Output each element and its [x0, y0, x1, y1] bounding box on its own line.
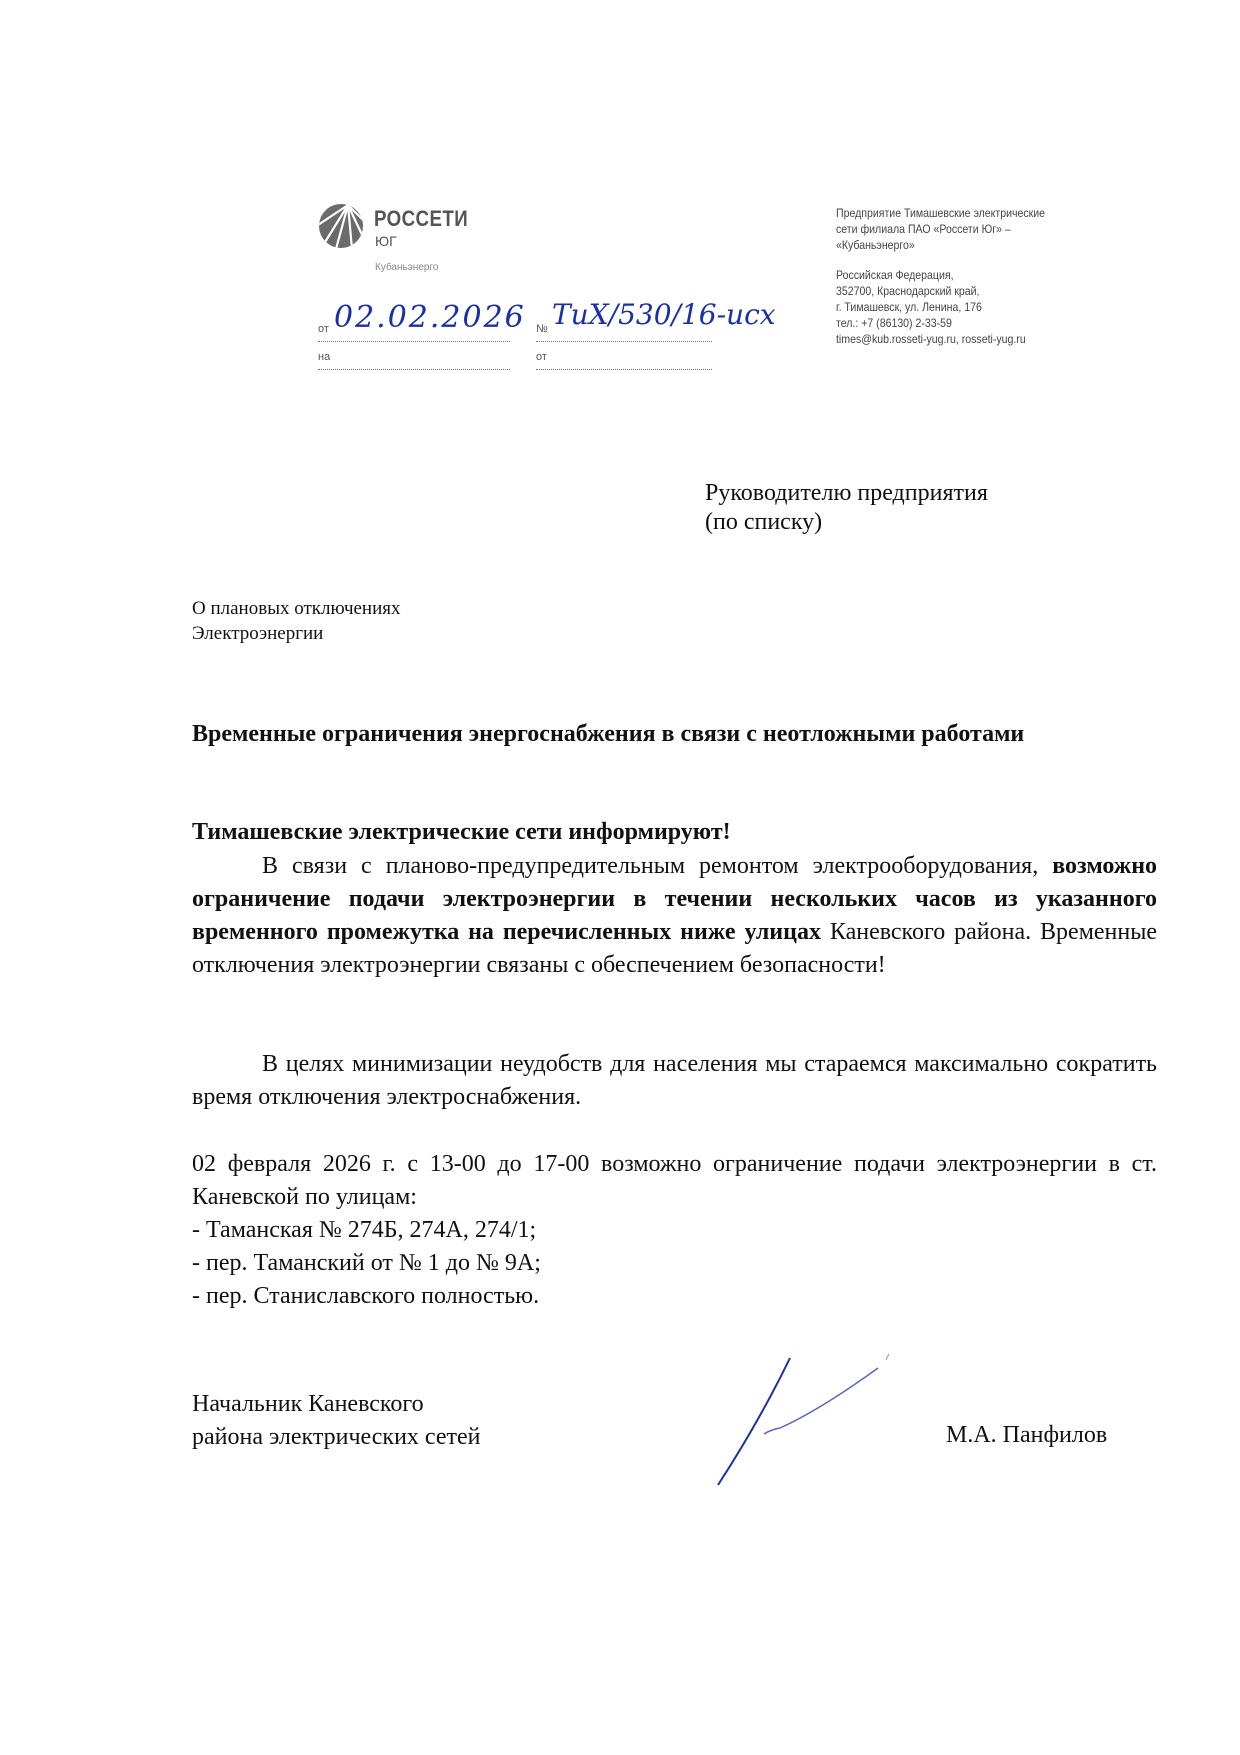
- notice-heading: Временные ограничения энергоснабжения в связи с неотложными работами: [192, 721, 1025, 747]
- paragraph-rest: Каневского района. Временные отключения электроэнергии связаны с обеспечением безопасности!: [192, 919, 1158, 978]
- position-line: района электрических сетей: [192, 1424, 481, 1450]
- paragraph-minimization: В целях минимизации неудобств для населения мы стараемся максимально сократить время отключения электроснабжения.: [192, 1051, 1157, 1110]
- schedule-line: 02 февраля 2026 г. с 13-00 до 17-00 возможно ограничение подачи электроэнергии в ст. Каневской по улицам:: [192, 1151, 1157, 1210]
- logo-division: Кубаньэнерго: [375, 262, 439, 273]
- signatory-name: М.А. Панфилов: [946, 1422, 1108, 1448]
- subject: [192, 596, 401, 646]
- subject-line: О плановых отключениях: [192, 598, 401, 619]
- signatory-position: [192, 1388, 481, 1454]
- from-label: от: [318, 323, 329, 335]
- street-item: - Таманская № 274Б, 274А, 274/1;: [192, 1217, 537, 1243]
- company-info: [836, 205, 1091, 347]
- rosseti-sun-icon: [318, 203, 364, 249]
- addressee: [705, 479, 988, 537]
- street-list: [192, 1214, 541, 1313]
- street-item: - пер. Станиславского полностью.: [192, 1283, 540, 1309]
- paragraph-maintenance: [192, 850, 1157, 982]
- reply-from-line: [536, 369, 712, 370]
- from-date-handwritten: 02.02.2026: [334, 300, 526, 335]
- company-address-line: Российская Федерация,: [836, 268, 954, 282]
- outgoing-number-handwritten: ТиХ/530/16-исх: [552, 298, 776, 331]
- subject-line: Электроэнергии: [192, 623, 324, 644]
- street-item: - пер. Таманский от № 1 до № 9А;: [192, 1250, 541, 1276]
- company-phone: тел.: +7 (86130) 2-33-59: [836, 316, 952, 330]
- reply-from-label: от: [536, 351, 547, 363]
- company-name-line: «Кубаньэнерго»: [836, 238, 915, 252]
- rosseti-logo: [318, 200, 518, 280]
- company-address-line: 352700, Краснодарский край,: [836, 284, 980, 298]
- number-label: №: [536, 323, 548, 335]
- company-name-line: сети филиала ПАО «Россети Юг» –: [836, 222, 1011, 236]
- addressee-line: (по списку): [705, 509, 823, 535]
- company-address-line: г. Тимашевск, ул. Ленина, 176: [836, 300, 982, 314]
- logo-sub: ЮГ: [375, 233, 397, 249]
- logo-brand: РОССЕТИ: [374, 206, 469, 231]
- reply-line: [318, 369, 510, 370]
- handwritten-signature: [700, 1340, 900, 1490]
- paragraph-lead: В связи с планово-предупредительным ремонтом электрооборудования,: [262, 853, 1039, 879]
- company-name-line: Предприятие Тимашевские электрические: [836, 206, 1046, 220]
- reply-label: на: [318, 351, 331, 363]
- from-date-line: [318, 341, 510, 342]
- company-email: times@kub.rosseti-yug.ru, rosseti-yug.ru: [836, 332, 1026, 346]
- intro-heading: Тимашевские электрические сети информируют!: [192, 819, 731, 845]
- paragraph-bold: возможно ограничение подачи электроэнергии в течении нескольких часов из указанного временного промежутка на перечисленных ниже улицах: [192, 853, 1158, 945]
- number-line: [536, 341, 712, 342]
- addressee-line: Руководителю предприятия: [705, 480, 988, 506]
- position-line: Начальник Каневского: [192, 1391, 424, 1417]
